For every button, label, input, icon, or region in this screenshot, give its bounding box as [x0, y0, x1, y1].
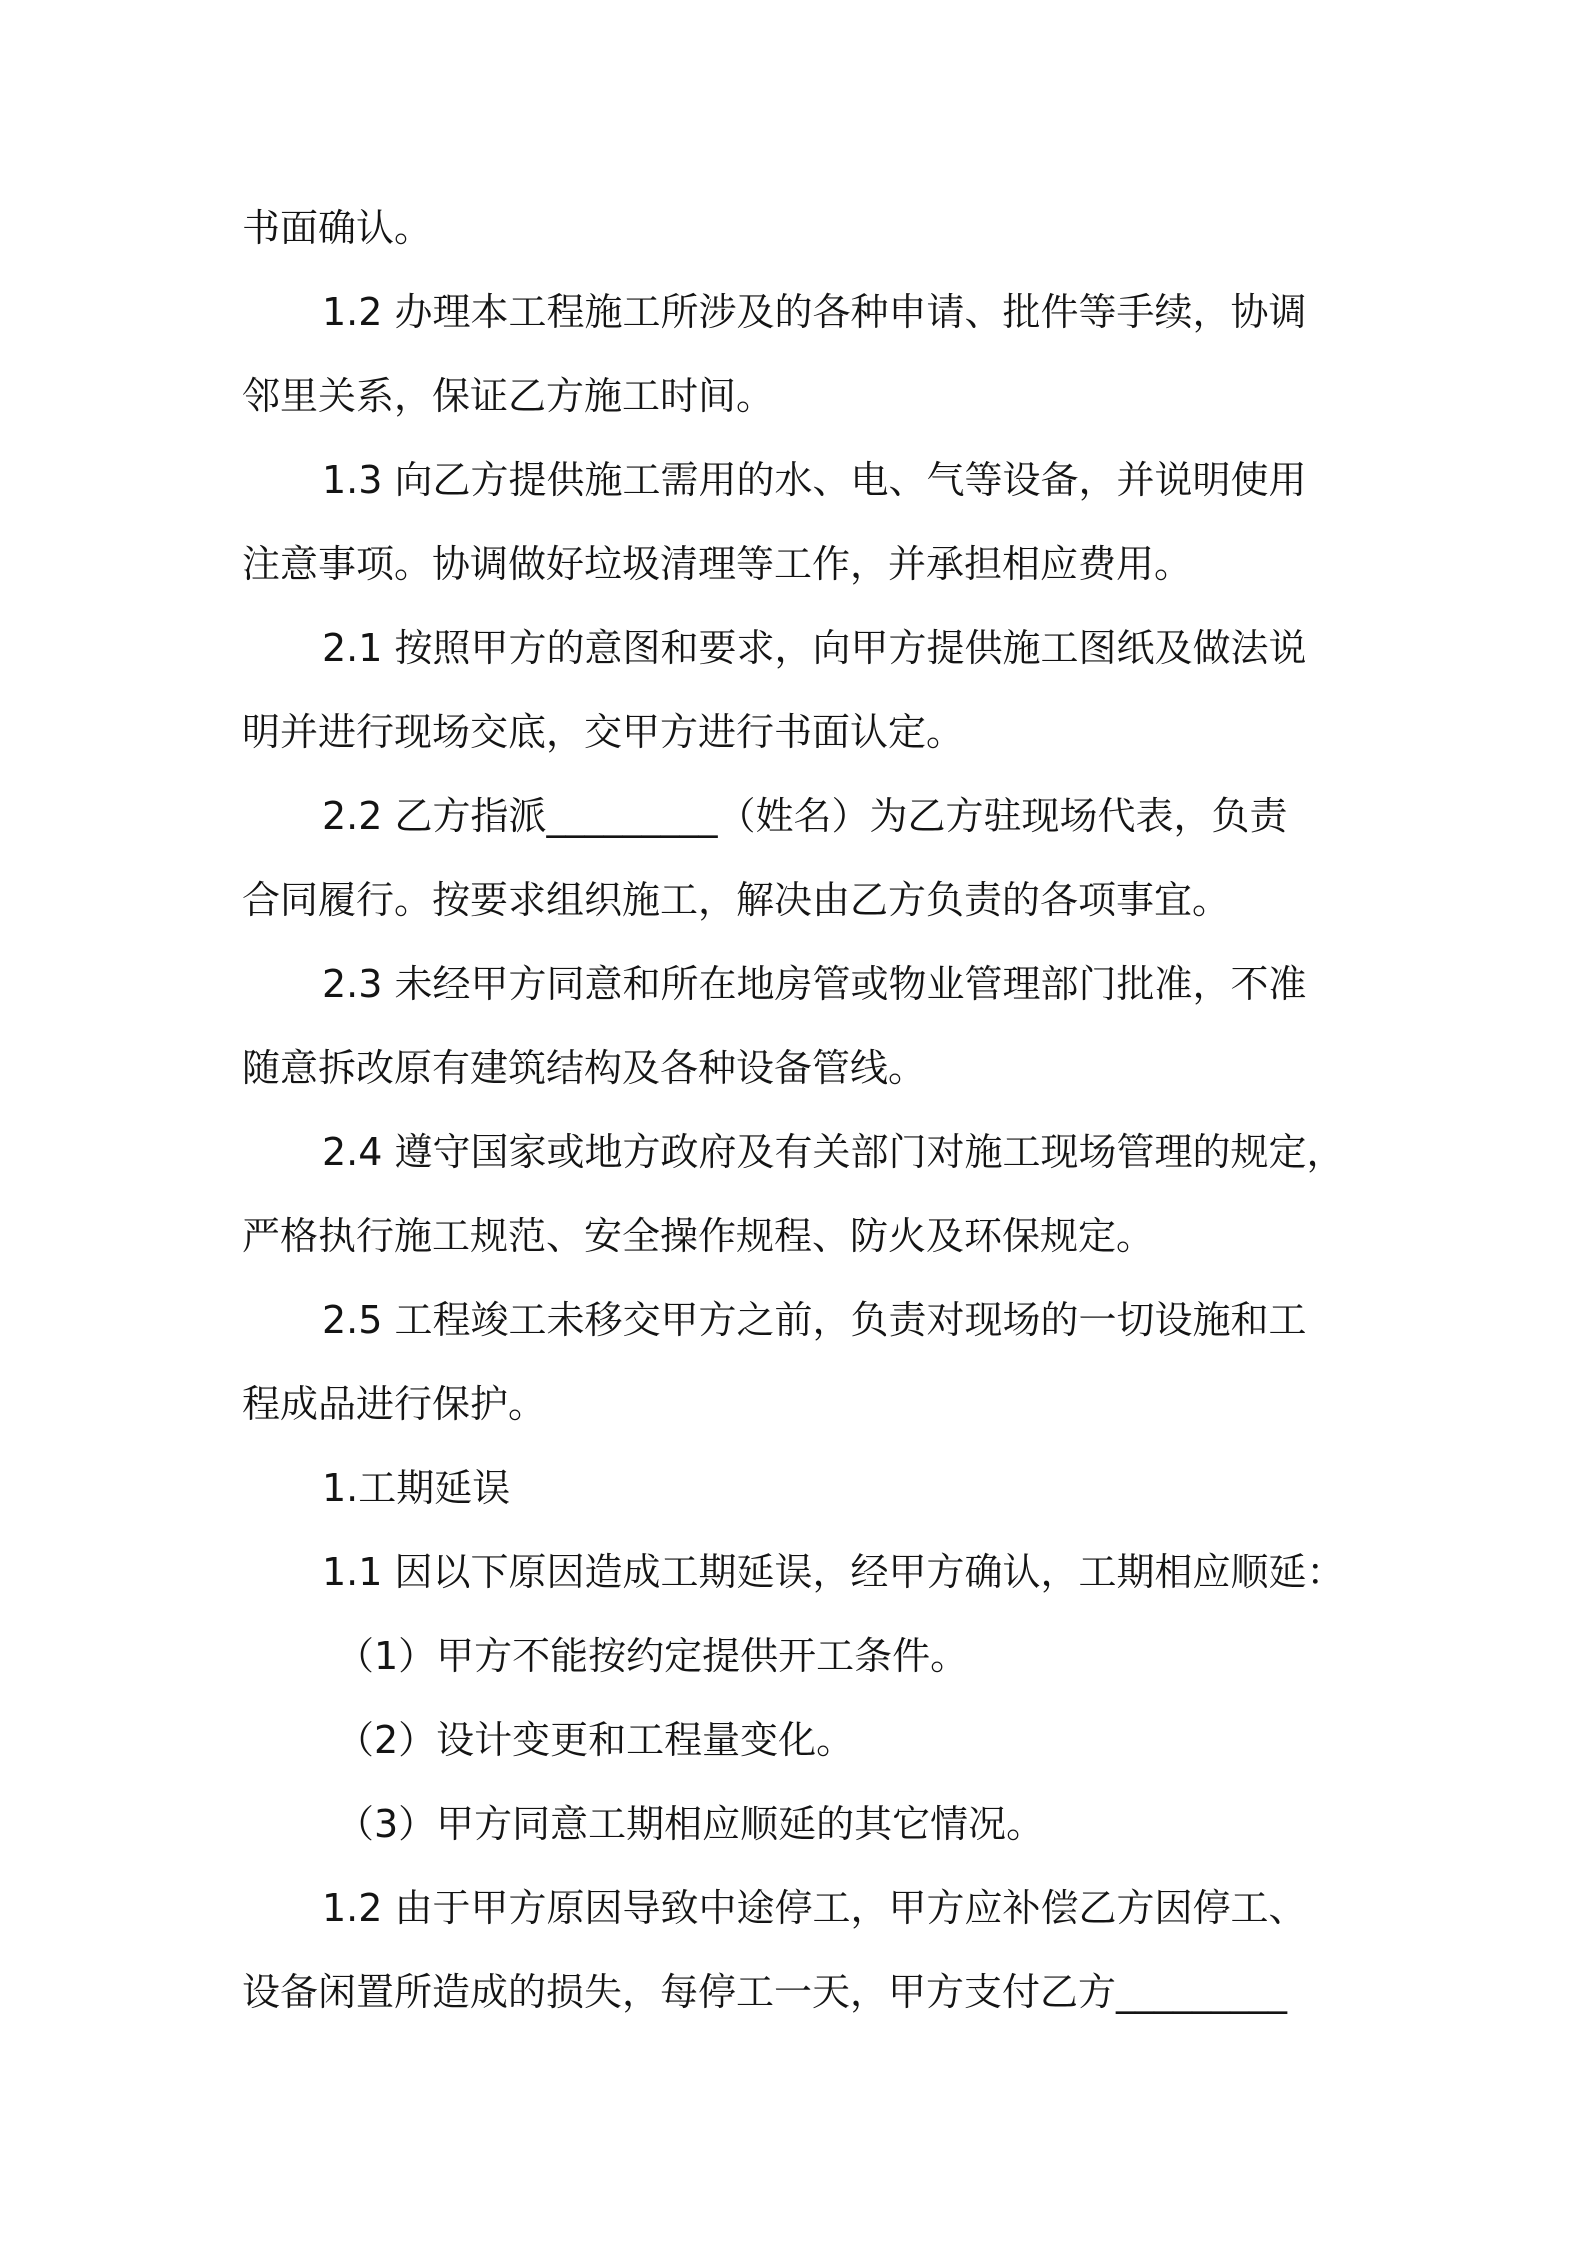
text-line: 邻里关系，保证乙方施工时间。 — [242, 374, 775, 418]
section-heading: 1.工期延误 — [322, 1466, 511, 1510]
text-line: 注意事项。协调做好垃圾清理等工作，并承担相应费用。 — [242, 542, 1193, 586]
text-line: 2.1 按照甲方的意图和要求，向甲方提供施工图纸及做法说 — [322, 626, 1307, 670]
text-line: 随意拆改原有建筑结构及各种设备管线。 — [242, 1046, 927, 1090]
text-line: 严格执行施工规范、安全操作规程、防火及环保规定。 — [242, 1214, 1155, 1258]
text-line: 合同履行。按要求组织施工，解决由乙方负责的各项事宜。 — [242, 878, 1231, 922]
text-line: 设备闲置所造成的损失，每停工一天，甲方支付乙方_________ — [242, 1970, 1288, 2014]
list-item: （2）设计变更和工程量变化。 — [336, 1718, 855, 1762]
text-line: 2.4 遵守国家或地方政府及有关部门对施工现场管理的规定， — [322, 1130, 1345, 1174]
text-line: 1.3 向乙方提供施工需用的水、电、气等设备，并说明使用 — [322, 458, 1307, 502]
text-line: 1.1 因以下原因造成工期延误，经甲方确认，工期相应顺延： — [322, 1550, 1345, 1594]
text-line: 2.5 工程竣工未移交甲方之前，负责对现场的一切设施和工 — [322, 1298, 1307, 1342]
text-line: 书面确认。 — [242, 206, 433, 250]
text-line: 1.2 由于甲方原因导致中途停工，甲方应补偿乙方因停工、 — [322, 1886, 1307, 1930]
text-line: 2.2 乙方指派_________（姓名）为乙方驻现场代表，负责 — [322, 794, 1288, 838]
list-item: （1）甲方不能按约定提供开工条件。 — [336, 1634, 969, 1678]
text-line: 2.3 未经甲方同意和所在地房管或物业管理部门批准，不准 — [322, 962, 1307, 1006]
text-line: 明并进行现场交底，交甲方进行书面认定。 — [242, 710, 965, 754]
list-item: （3）甲方同意工期相应顺延的其它情况。 — [336, 1802, 1045, 1846]
text-line: 1.2 办理本工程施工所涉及的各种申请、批件等手续，协调 — [322, 290, 1307, 334]
text-line: 程成品进行保护。 — [242, 1382, 547, 1426]
